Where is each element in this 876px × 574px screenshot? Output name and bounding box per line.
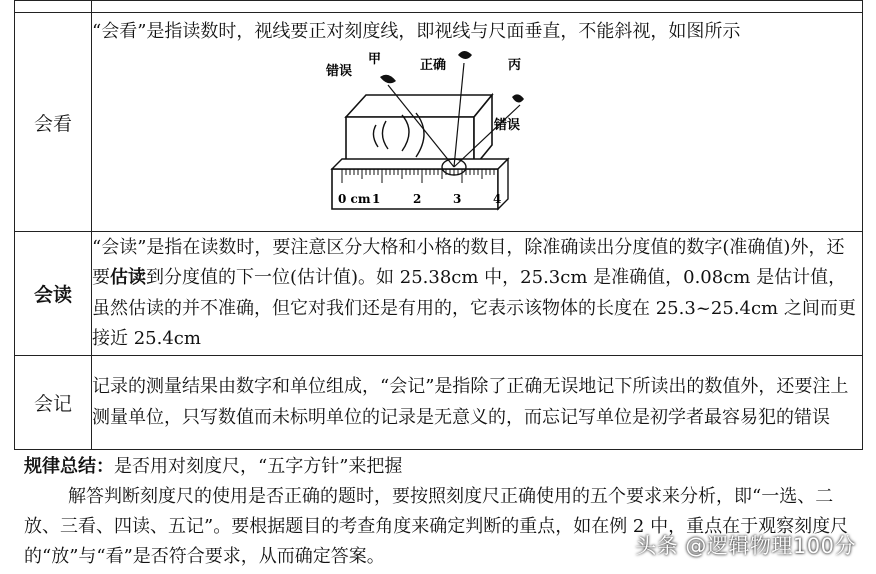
rules-table [14,0,863,450]
row-content-look [92,13,863,232]
read-text-before: “会读”是指在读数时，要注意区分大格和小格的数目，除准确读出分度值的数字(准确值)外，还要 [92,236,845,288]
label-bing: 丙 [508,58,522,73]
row-content-read [92,232,863,356]
table-row-record [15,356,863,450]
ruler-reading-figure [324,47,524,227]
scale-label-2: 2 [413,192,422,206]
row-label-read: 会读 [15,232,92,356]
label-wrong-right: 错误 [494,118,521,133]
label-jia: 甲 [368,52,382,67]
read-text-after: 到分度值的下一位(估计值)。如 25.38cm 中，25.3cm 是准确值，0.08cm 是估计值，虽然估读的并不准确，但它对我们还是有用的，它表示该物体的长度在 25.3~25.4cm 之间而更接近 25.4cm [92,267,856,349]
read-text-bold: 估读 [110,267,146,288]
table-row-look [15,13,863,232]
summary-paragraph: 解答判断刻度尺的使用是否正确的题时，要按照刻度尺正确使用的五个要求来分析，即“一选、二放、三看、四读、五记”。要根据题目的考查角度来确定判断的重点，如在例 2 中，重点在于观察刻度尺的“放”与“看”是否符合要求，从而确定答案。 [24,486,849,567]
eye-bing-icon [512,94,524,102]
eye-jia-icon [380,75,396,84]
watermark: 头条 @逻辑物理100分 [635,534,856,558]
scale-label-3: 3 [453,192,462,206]
row-label-look: 会看 [15,13,92,232]
scale-label-4: 4 [493,192,502,206]
row-content-record: 记录的测量结果由数字和单位组成，“会记”是指除了正确无误地记下所读出的数值外，还要注上测量单位，只写数值而未标明单位的记录是无意义的，而忘记写单位是初学者最容易犯的错误 [92,356,863,450]
table-row-read [15,232,863,356]
row-label-record: 会记 [15,356,92,450]
summary-heading: 规律总结： [24,456,114,477]
scale-label-0: 0 cm [338,192,371,206]
table-row-top-cut [15,1,863,13]
block-top [346,95,492,117]
label-wrong-left: 错误 [326,64,353,79]
summary-heading-line [24,452,864,482]
look-description: “会看”是指读数时，视线要正对刻度线，即视线与尺面垂直，不能斜视，如图所示 [92,21,741,42]
eye-correct-icon [458,51,472,59]
summary-heading-rest: 是否用对刻度尺，“五字方针”来把握 [114,456,403,477]
label-correct: 正确 [420,58,447,73]
scale-label-1: 1 [372,192,381,206]
